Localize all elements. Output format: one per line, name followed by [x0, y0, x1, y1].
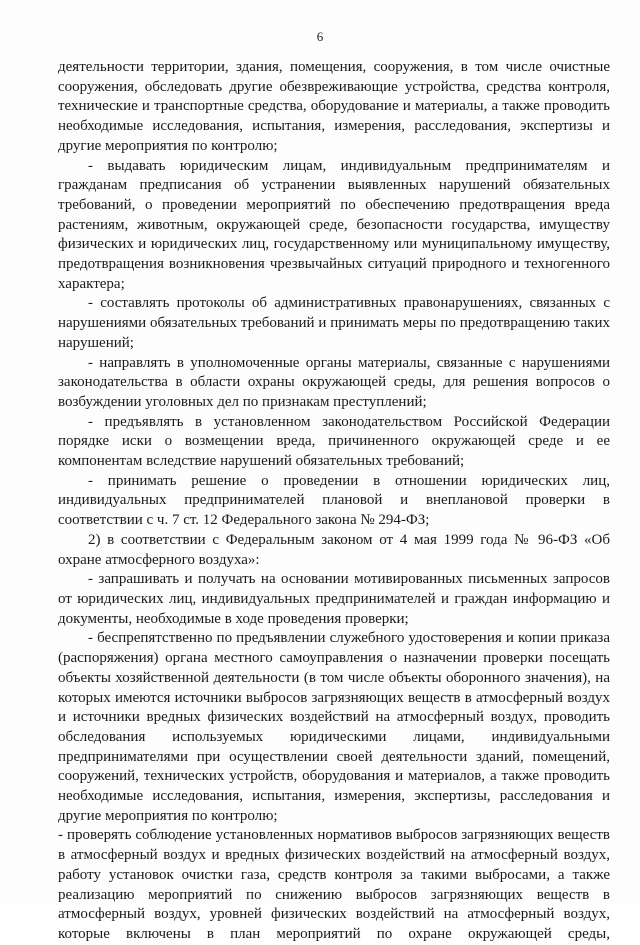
paragraph: - выдавать юридическим лицам, индивидуальным предпринимателям и гражданам предписания об устранении выявленных нарушений обязательных требований, о проведении мероприятий по обеспечению предотвращения вреда растениям, животным, окружающей среде, безопасности государства, имуществу физических и юридических лиц, государственному или муниципальному имуществу, предотвращения возникновения чрезвычайных ситуаций природного и техногенного характера; [58, 157, 610, 292]
paragraph: - беспрепятственно по предъявлении служебного удостоверения и копии приказа (распоряжения) органа местного самоуправления о назначении проверки посещать объекты хозяйственной деятельности (в том числе объекты оборонного значения), на которых имеются источники выбросов загрязняющих веществ в атмосферный воздух и источники вредных физических воздействий на атмосферный воздух, проводить обследования используемых юридическими лицами, индивидуальными предпринимателями при осуществлении своей деятельности зданий, помещений, сооружений, технических устройств, оборудования и материалов, а также проводить необходимые исследования, испытания, измерения, экспертизы, расследования и другие мероприятия по контролю; [58, 630, 610, 824]
paragraph: - направлять в уполномоченные органы материалы, связанные с нарушениями законодательства в области охраны окружающей среды, для решения вопросов о возбуждении уголовных дел по признакам преступлений; [58, 354, 610, 410]
paragraph: - проверять соблюдение установленных нормативов выбросов загрязняющих веществ в атмосферный воздух и вредных физических воздействий на атмосферный воздух, работу установок очистки газа, средств контроля за такими выбросами, а также реализацию мероприятий по снижению выбросов загрязняющих веществ в атмосферный воздух, уровней физических воздействий на атмосферный воздух, которые включены в план мероприятий по охране окружающей среды, [58, 827, 610, 942]
paragraph: деятельности территории, здания, помещения, сооружения, в том числе очистные сооружения, обследовать другие обезвреживающие устройства, средства контроля, технические и транспортные средства, оборудование и материалы, а также проводить необходимые исследования, испытания, измерения, расследования, экспертизы и другие мероприятия по контролю; [58, 59, 610, 154]
paragraph: 2) в соответствии с Федеральным законом от 4 мая 1999 года № 96-ФЗ «Об охране атмосферного воздуха»: [58, 531, 610, 568]
paragraph: - предъявлять в установленном законодательством Российской Федерации порядке иски о возмещении вреда, причиненного окружающей среде и ее компонентам вследствие нарушений обязательных требований; [58, 413, 610, 470]
paragraph: - запрашивать и получать на основании мотивированных письменных запросов от юридических лиц, индивидуальных предпринимателей и граждан информацию и документы, необходимые в ходе проведения проверки; [58, 571, 610, 627]
paragraph: - принимать решение о проведении в отношении юридических лиц, индивидуальных предпринимателей плановой и внеплановой проверки в соответствии с ч. 7 ст. 12 Федерального закона № 294-ФЗ; [58, 472, 610, 529]
page-number: 6 [316, 29, 324, 44]
document-body [58, 58, 610, 945]
paragraph: - составлять протоколы об административных правонарушениях, связанных с нарушениями обязательных требований и принимать меры по предотвращению таких нарушений; [58, 295, 610, 351]
